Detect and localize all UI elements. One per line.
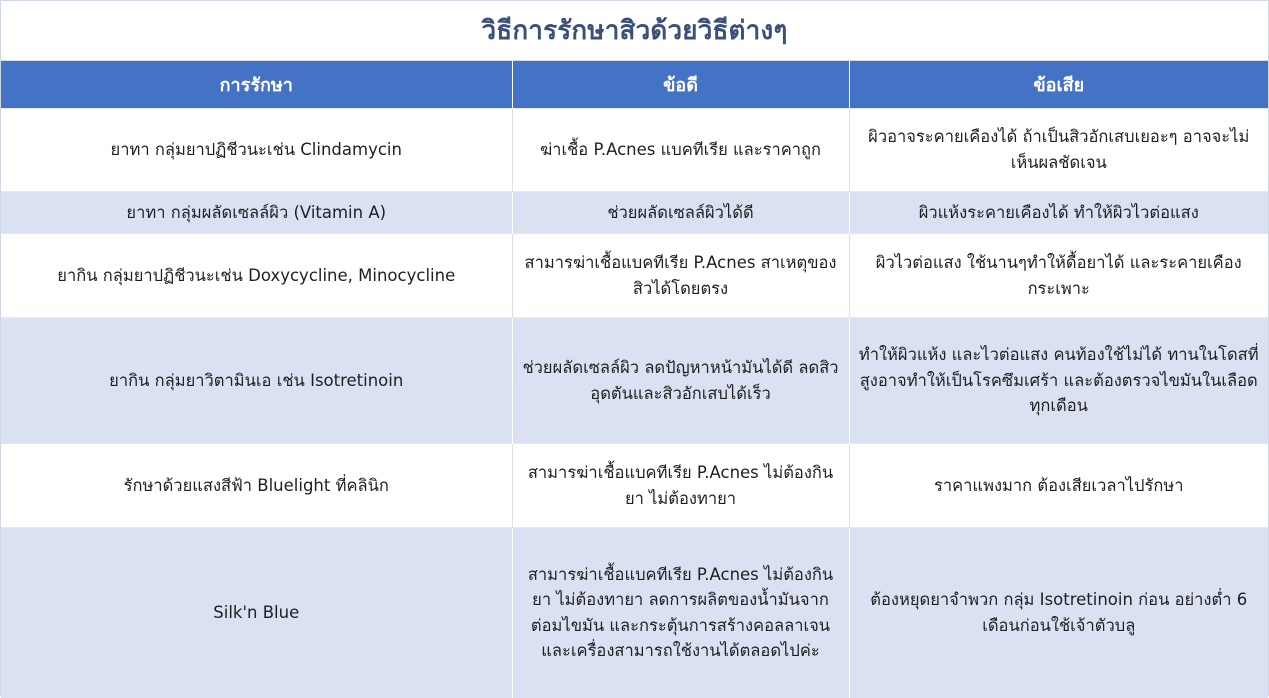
pros-cell: ฆ่าเชื้อ P.Acnes แบคทีเรีย และราคาถูก: [512, 109, 849, 192]
table-row: [1, 528, 1268, 698]
table-row: [1, 444, 1268, 528]
pros-cell: สามารฆ่าเชื้อแบคทีเรีย P.Acnes ไม่ต้องกินยา ไม่ต้องทายา: [512, 444, 849, 528]
treatment-cell: รักษาด้วยแสงสีฟ้า Bluelight ที่คลินิก: [1, 444, 512, 528]
treatment-cell: ยาทา กลุ่มยาปฏิชีวนะเช่น Clindamycin: [1, 109, 512, 192]
treatment-cell: ยากิน กลุ่มยาปฏิชีวนะเช่น Doxycycline, Minocycline: [1, 234, 512, 318]
header-cons: ข้อเสีย: [849, 61, 1268, 109]
pros-cell: สามารฆ่าเชื้อแบคทีเรีย P.Acnes ไม่ต้องกินยา ไม่ต้องทายา ลดการผลิตของน้ำมันจากต่อมไขมัน และกระตุ้นการสร้างคอลลาเจน และเครื่องสามารถใช้งานได้ตลอดไปค่ะ: [512, 528, 849, 698]
title-bar: [1, 1, 1268, 61]
treatment-cell: ยากิน กลุ่มยาวิตามินเอ เช่น Isotretinoin: [1, 318, 512, 444]
table-row: [1, 109, 1268, 192]
pros-cell: ช่วยผลัดเซลล์ผิวได้ดี: [512, 192, 849, 234]
page-title: วิธีการรักษาสิวด้วยวิธีต่างๆ: [481, 16, 788, 46]
cons-cell: ทำให้ผิวแห้ง และไวต่อแสง คนท้องใช้ไม่ได้ ทานในโดสที่สูงอาจทำให้เป็นโรคซึมเศร้า และต้องตรวจไขมันในเลือดทุกเดือน: [849, 318, 1268, 444]
table-row: [1, 192, 1268, 234]
table-row: [1, 318, 1268, 444]
header-pros: ข้อดี: [512, 61, 849, 109]
treatment-cell: Silk'n Blue: [1, 528, 512, 698]
table-header-row: [1, 61, 1268, 109]
table-row: [1, 234, 1268, 318]
treatment-table: [1, 61, 1268, 698]
cons-cell: ผิวแห้งระคายเคืองได้ ทำให้ผิวไวต่อแสง: [849, 192, 1268, 234]
cons-cell: ราคาแพงมาก ต้องเสียเวลาไปรักษา: [849, 444, 1268, 528]
cons-cell: ผิวอาจระคายเคืองได้ ถ้าเป็นสิวอักเสบเยอะๆ อาจจะไม่เห็นผลชัดเจน: [849, 109, 1268, 192]
treatment-cell: ยาทา กลุ่มผลัดเซลล์ผิว (Vitamin A): [1, 192, 512, 234]
header-treatment: การรักษา: [1, 61, 512, 109]
pros-cell: สามารฆ่าเชื้อแบคทีเรีย P.Acnes สาเหตุของสิวได้โดยตรง: [512, 234, 849, 318]
cons-cell: ผิวไวต่อแสง ใช้นานๆทำให้ดื้อยาได้ และระคายเคืองกระเพาะ: [849, 234, 1268, 318]
pros-cell: ช่วยผลัดเซลล์ผิว ลดปัญหาหน้ามันได้ดี ลดสิวอุดตันและสิวอักเสบได้เร็ว: [512, 318, 849, 444]
cons-cell: ต้องหยุดยาจำพวก กลุ่ม Isotretinoin ก่อน อย่างต่ำ 6 เดือนก่อนใช้เจ้าตัวบลู: [849, 528, 1268, 698]
